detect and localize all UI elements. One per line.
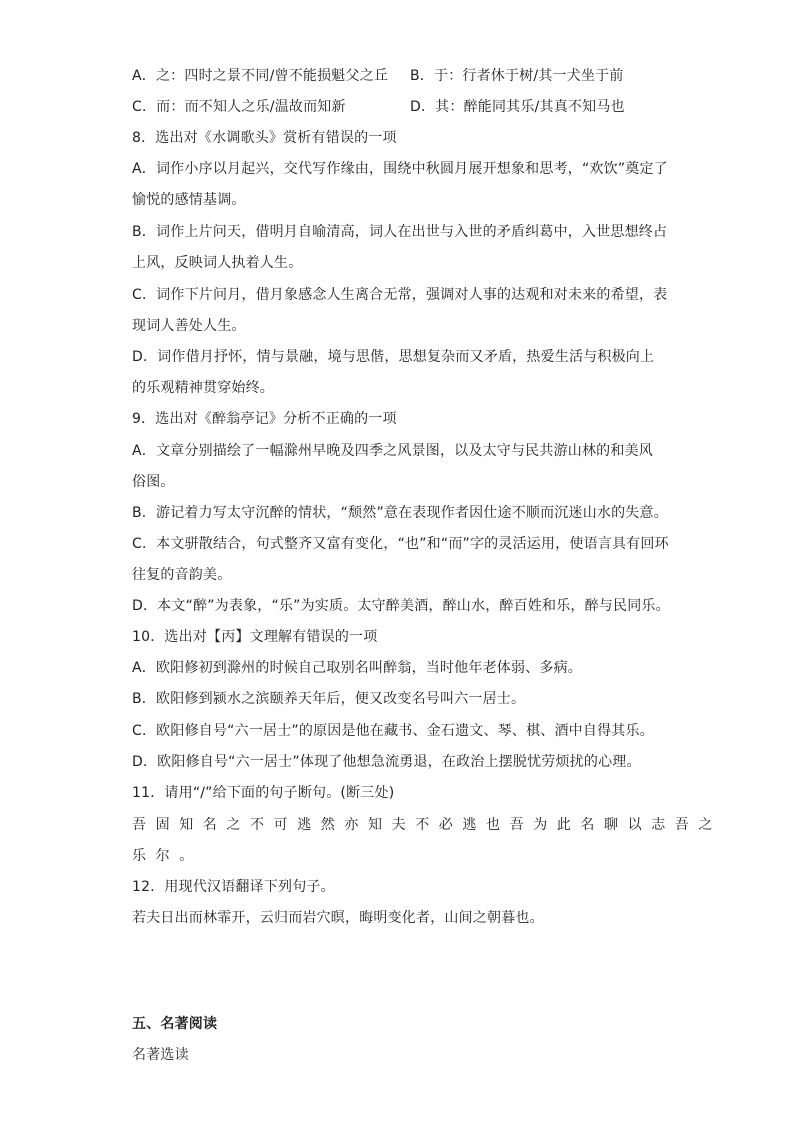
q9-option-a-line2: 俗图。 [132, 474, 175, 490]
q10-stem: 10．选出对【丙】文理解有错误的一项 [132, 629, 378, 645]
q10-option-c: C．欧阳修自号“六一居士”的原因是他在藏书、金石遗文、琴、棋、酒中自得其乐。 [132, 723, 654, 739]
q10-option-d: D．欧阳修自号“六一居士”体现了他想急流勇退，在政治上摆脱忧劳烦扰的心理。 [132, 754, 641, 770]
option-b: B．于：行者休于树/其一犬坐于前 [410, 68, 624, 84]
q9-option-c-line2: 往复的音韵美。 [132, 567, 232, 583]
q12-text: 若夫日出而林霏开，云归而岩穴暝，晦明变化者，山间之朝暮也。 [132, 910, 544, 926]
q9-stem: 9．选出对《醉翁亭记》分析不正确的一项 [132, 411, 397, 427]
q8-option-b-line2: 上风，反映词人执着人生。 [132, 255, 303, 271]
q8-stem: 8．选出对《水调歌头》赏析有错误的一项 [132, 130, 397, 146]
q12-stem: 12．用现代汉语翻译下列句子。 [132, 879, 335, 895]
option-a: A．之：四时之景不同/曾不能损魁父之丘 [132, 68, 389, 84]
option-row-cd [132, 97, 672, 117]
q11-text-line2: 乐尔。 [132, 848, 203, 864]
q9-option-b-line1: B．游记着力写太守沉醉的情状，“颓然”意在表现作者因仕途不顺而沉迷山水的失意。 [132, 505, 668, 521]
q8-option-d-line2: 的乐观精神贯穿始终。 [132, 380, 274, 396]
q8-option-b-line1: B．词作上片问天，借明月自喻清高，词人在出世与入世的矛盾纠葛中，入世思想终占 [132, 224, 668, 240]
section-five-subtitle: 名著选读 [132, 1047, 189, 1063]
q9-option-d-line1: D．本文“醉”为表象，“乐”为实质。太守醉美酒，醉山水，醉百姓和乐，醉与民同乐。 [132, 598, 670, 614]
q8-option-c-line1: C．词作下片问月，借月象感念人生离合无常，强调对人事的达观和对未来的希望，表 [132, 287, 668, 303]
q8-option-d-line1: D．词作借月抒怀，情与景融，境与思偕，思想复杂而又矛盾，热爱生活与积极向上 [132, 349, 655, 365]
option-c: C．而：而不知人之乐/温故而知新 [132, 99, 346, 115]
q8-option-c-line2: 现词人善处人生。 [132, 318, 246, 334]
option-d: D．其：醉能同其乐/其真不知马也 [410, 99, 625, 115]
q9-option-a-line1: A．文章分别描绘了一幅滁州早晚及四季之风景图，以及太守与民共游山林的和美风 [132, 443, 653, 459]
q10-option-a: A．欧阳修初到滁州的时候自己取别名叫醉翁，当时他年老体弱、多病。 [132, 660, 582, 676]
option-row-ab [132, 66, 672, 86]
q11-stem: 11．请用“/”给下面的句子断句。(断三处) [132, 785, 395, 801]
q9-option-c-line1: C．本文骈散结合，句式整齐又富有变化，“也”和“而”字的灵活运用，使语言具有回环 [132, 536, 669, 552]
q11-text-line1: 吾固知名之不可逃然亦知夫不必逃也吾为此名聊以志吾之 [132, 817, 722, 833]
section-five-title: 五、名著阅读 [132, 1016, 218, 1032]
q10-option-b: B．欧阳修到颍水之滨颐养天年后，便又改变名号叫六一居士。 [132, 691, 526, 707]
q8-option-a-line1: A．词作小序以月起兴，交代写作缘由，围绕中秋圆月展开想象和思考，“欢饮”奠定了 [132, 161, 668, 177]
q8-option-a-line2: 愉悦的感情基调。 [132, 192, 246, 208]
